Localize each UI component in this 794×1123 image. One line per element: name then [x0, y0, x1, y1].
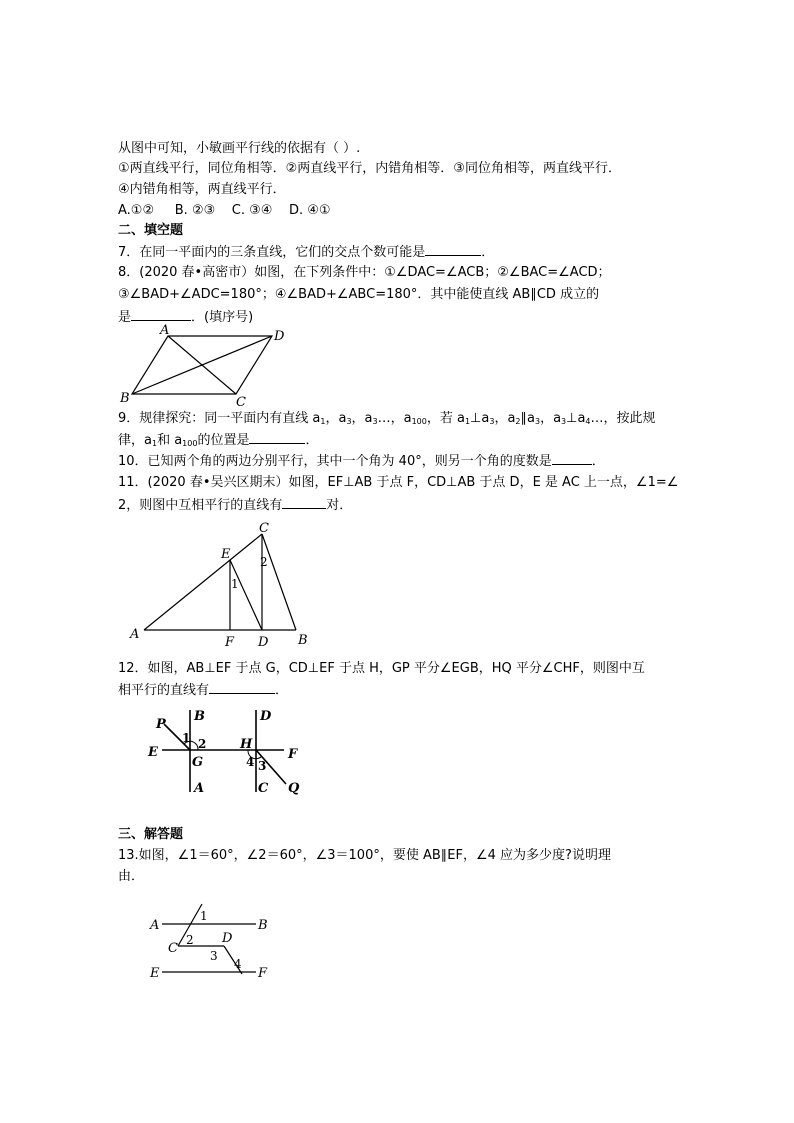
q11-label-e: E — [221, 547, 231, 562]
q12-label-c: C — [258, 781, 269, 796]
q6-options-line1: ①两直线平行，同位角相等．②两直线平行，内错角相等．③同位角相等，两直线平行． — [118, 161, 621, 176]
q12-angle-4: 4 — [246, 755, 255, 769]
q9-text: ，a — [325, 411, 347, 426]
q7-end: ． — [481, 245, 495, 260]
q9-sub: 100 — [411, 417, 427, 426]
q12-line1: 12．如图，AB⊥EF 于点 G，CD⊥EF 于点 H，GP 平分∠EGB，HQ 平分∠CHF，则图中互 — [118, 661, 645, 676]
section-heading-solve: 三、解答题 — [118, 827, 184, 842]
q9-answer-blank[interactable] — [249, 431, 305, 444]
q12-label-d: D — [260, 709, 272, 724]
q6-choices: A.①② B. ②③ C. ③④ D. ④① — [118, 203, 331, 218]
q9-text: ⊥a — [470, 411, 490, 426]
q7-text: 7．在同一平面内的三条直线，它们的交点个数可能是 — [118, 245, 426, 260]
q6-stem: 从图中可知，小敏画平行线的依据有（ ）. — [118, 141, 361, 156]
segment-ed — [230, 560, 262, 630]
q9-sub: 3 — [534, 417, 541, 426]
q9-text: ． — [305, 433, 319, 448]
q9-sub: 3 — [561, 417, 567, 426]
q11-label-f: F — [225, 635, 235, 648]
q12-answer-blank[interactable] — [209, 681, 275, 694]
segment-ac — [144, 534, 262, 630]
q9-sub: 4 — [585, 417, 591, 426]
q9-text: ∥a — [520, 411, 535, 426]
q13-label-f: F — [258, 966, 268, 981]
q12-label-g: G — [192, 755, 204, 770]
q9-text: 9．规律探究：同一平面内有直线 a — [118, 411, 321, 426]
q9-text: 的位置是 — [197, 433, 250, 448]
q9-text: ，若 a — [426, 411, 465, 426]
section-heading-fill-blank: 二、填空题 — [118, 223, 184, 238]
q9-sub: 2 — [515, 417, 521, 426]
q10-answer-blank[interactable] — [552, 452, 592, 465]
q12-angle-1: 1 — [182, 731, 191, 745]
q12-label-h: H — [240, 737, 253, 752]
question-12-line2 — [118, 681, 288, 700]
q12-angle-2: 2 — [198, 737, 207, 751]
q11-figure-triangle — [120, 516, 320, 648]
q8-label-d: D — [274, 329, 285, 344]
q13-label-c: C — [168, 941, 178, 956]
q8-figure-parallelogram — [112, 322, 292, 406]
q8-label-c: C — [236, 395, 246, 406]
q11-answer-blank[interactable] — [282, 496, 326, 509]
q11-line2-pre: 2，则图中互相平行的直线有 — [118, 498, 283, 513]
q11-label-a: A — [130, 627, 140, 642]
q9-sub: 3 — [372, 417, 378, 426]
q8-label-b: B — [120, 391, 130, 406]
q9-sub: 1 — [320, 417, 326, 426]
q12-label-e: E — [148, 745, 158, 760]
q12-label-b: B — [194, 709, 205, 724]
q11-label-d: D — [258, 635, 269, 648]
q13-angle-1: 1 — [200, 909, 208, 923]
q7-answer-blank[interactable] — [425, 243, 481, 256]
q9-sub: 3 — [489, 417, 495, 426]
q13-label-a: A — [150, 918, 160, 933]
question-10 — [118, 452, 605, 471]
q9-sub: 3 — [346, 417, 352, 426]
question-9-line1 — [118, 410, 656, 428]
q9-sub: 1 — [151, 439, 158, 448]
q10-end: ． — [591, 454, 605, 469]
q13-figure-parallel-lines — [148, 894, 278, 982]
q12-label-a: A — [194, 781, 205, 796]
q9-text: ⊥a — [566, 411, 586, 426]
question-7 — [118, 243, 494, 262]
q8-line3-pre: 是 — [118, 310, 132, 325]
diagonal-bd — [132, 336, 272, 394]
q11-label-b: B — [298, 633, 308, 648]
q13-angle-3: 3 — [210, 949, 218, 963]
q13-angle-4: 4 — [234, 957, 242, 971]
q9-text: 和 a — [157, 433, 183, 448]
question-11-line2 — [118, 496, 352, 515]
q13-angle-2: 2 — [186, 933, 194, 947]
q9-text: ，a — [494, 411, 516, 426]
q13-line2: 由． — [118, 869, 145, 884]
q9-sub: 100 — [182, 439, 198, 448]
q8-line3-post: ．(填序号) — [191, 310, 254, 325]
q9-text: …，按此规 — [590, 411, 656, 426]
q12-label-p: P — [156, 717, 166, 732]
q11-line2-post: 对． — [326, 498, 353, 513]
segment-cb — [262, 534, 296, 630]
q13-label-b: B — [258, 918, 268, 933]
q6-options-line2: ④内错角相等，两直线平行． — [118, 182, 286, 197]
q12-angle-3: 3 — [258, 759, 267, 773]
q9-sub: 1 — [464, 417, 471, 426]
q8-answer-blank[interactable] — [131, 308, 191, 321]
q11-angle-1: 1 — [231, 577, 239, 591]
q9-text: …，a — [377, 411, 412, 426]
q12-label-q: Q — [288, 781, 300, 796]
q9-text: 律，a — [118, 433, 152, 448]
q13-label-e: E — [150, 966, 160, 981]
q12-label-f: F — [288, 747, 298, 762]
q13-label-d: D — [222, 931, 233, 946]
q13-line1: 13.如图，∠1＝60°，∠2＝60°，∠3＝100°，要使 AB∥EF，∠4 应为多少度?说明理 — [118, 848, 611, 863]
q9-text: ，a — [351, 411, 373, 426]
question-9-line2 — [118, 431, 318, 450]
q12-line2-post: ． — [275, 683, 289, 698]
q11-label-c: C — [259, 521, 269, 536]
q9-text: ，a — [540, 411, 562, 426]
q11-line1: 11．(2020 春•吴兴区期末）如图，EF⊥AB 于点 F，CD⊥AB 于点 D，E 是 AC 上一点，∠1=∠ — [118, 475, 679, 490]
q12-figure-perpendiculars — [144, 704, 314, 800]
q11-angle-2: 2 — [260, 555, 268, 569]
q8-line1: 8．(2020 春•高密市）如图，在下列条件中：①∠DAC=∠ACB；②∠BAC=∠ACD； — [118, 265, 611, 280]
q8-label-a: A — [160, 323, 170, 338]
q8-line2: ③∠BAD+∠ADC=180°；④∠BAD+∠ABC=180°．其中能使直线 AB∥CD 成立的 — [118, 287, 600, 302]
q12-line2-pre: 相平行的直线有 — [118, 683, 210, 698]
q10-text: 10．已知两个角的两边分别平行，其中一个角为 40°，则另一个角的度数是 — [118, 454, 552, 469]
